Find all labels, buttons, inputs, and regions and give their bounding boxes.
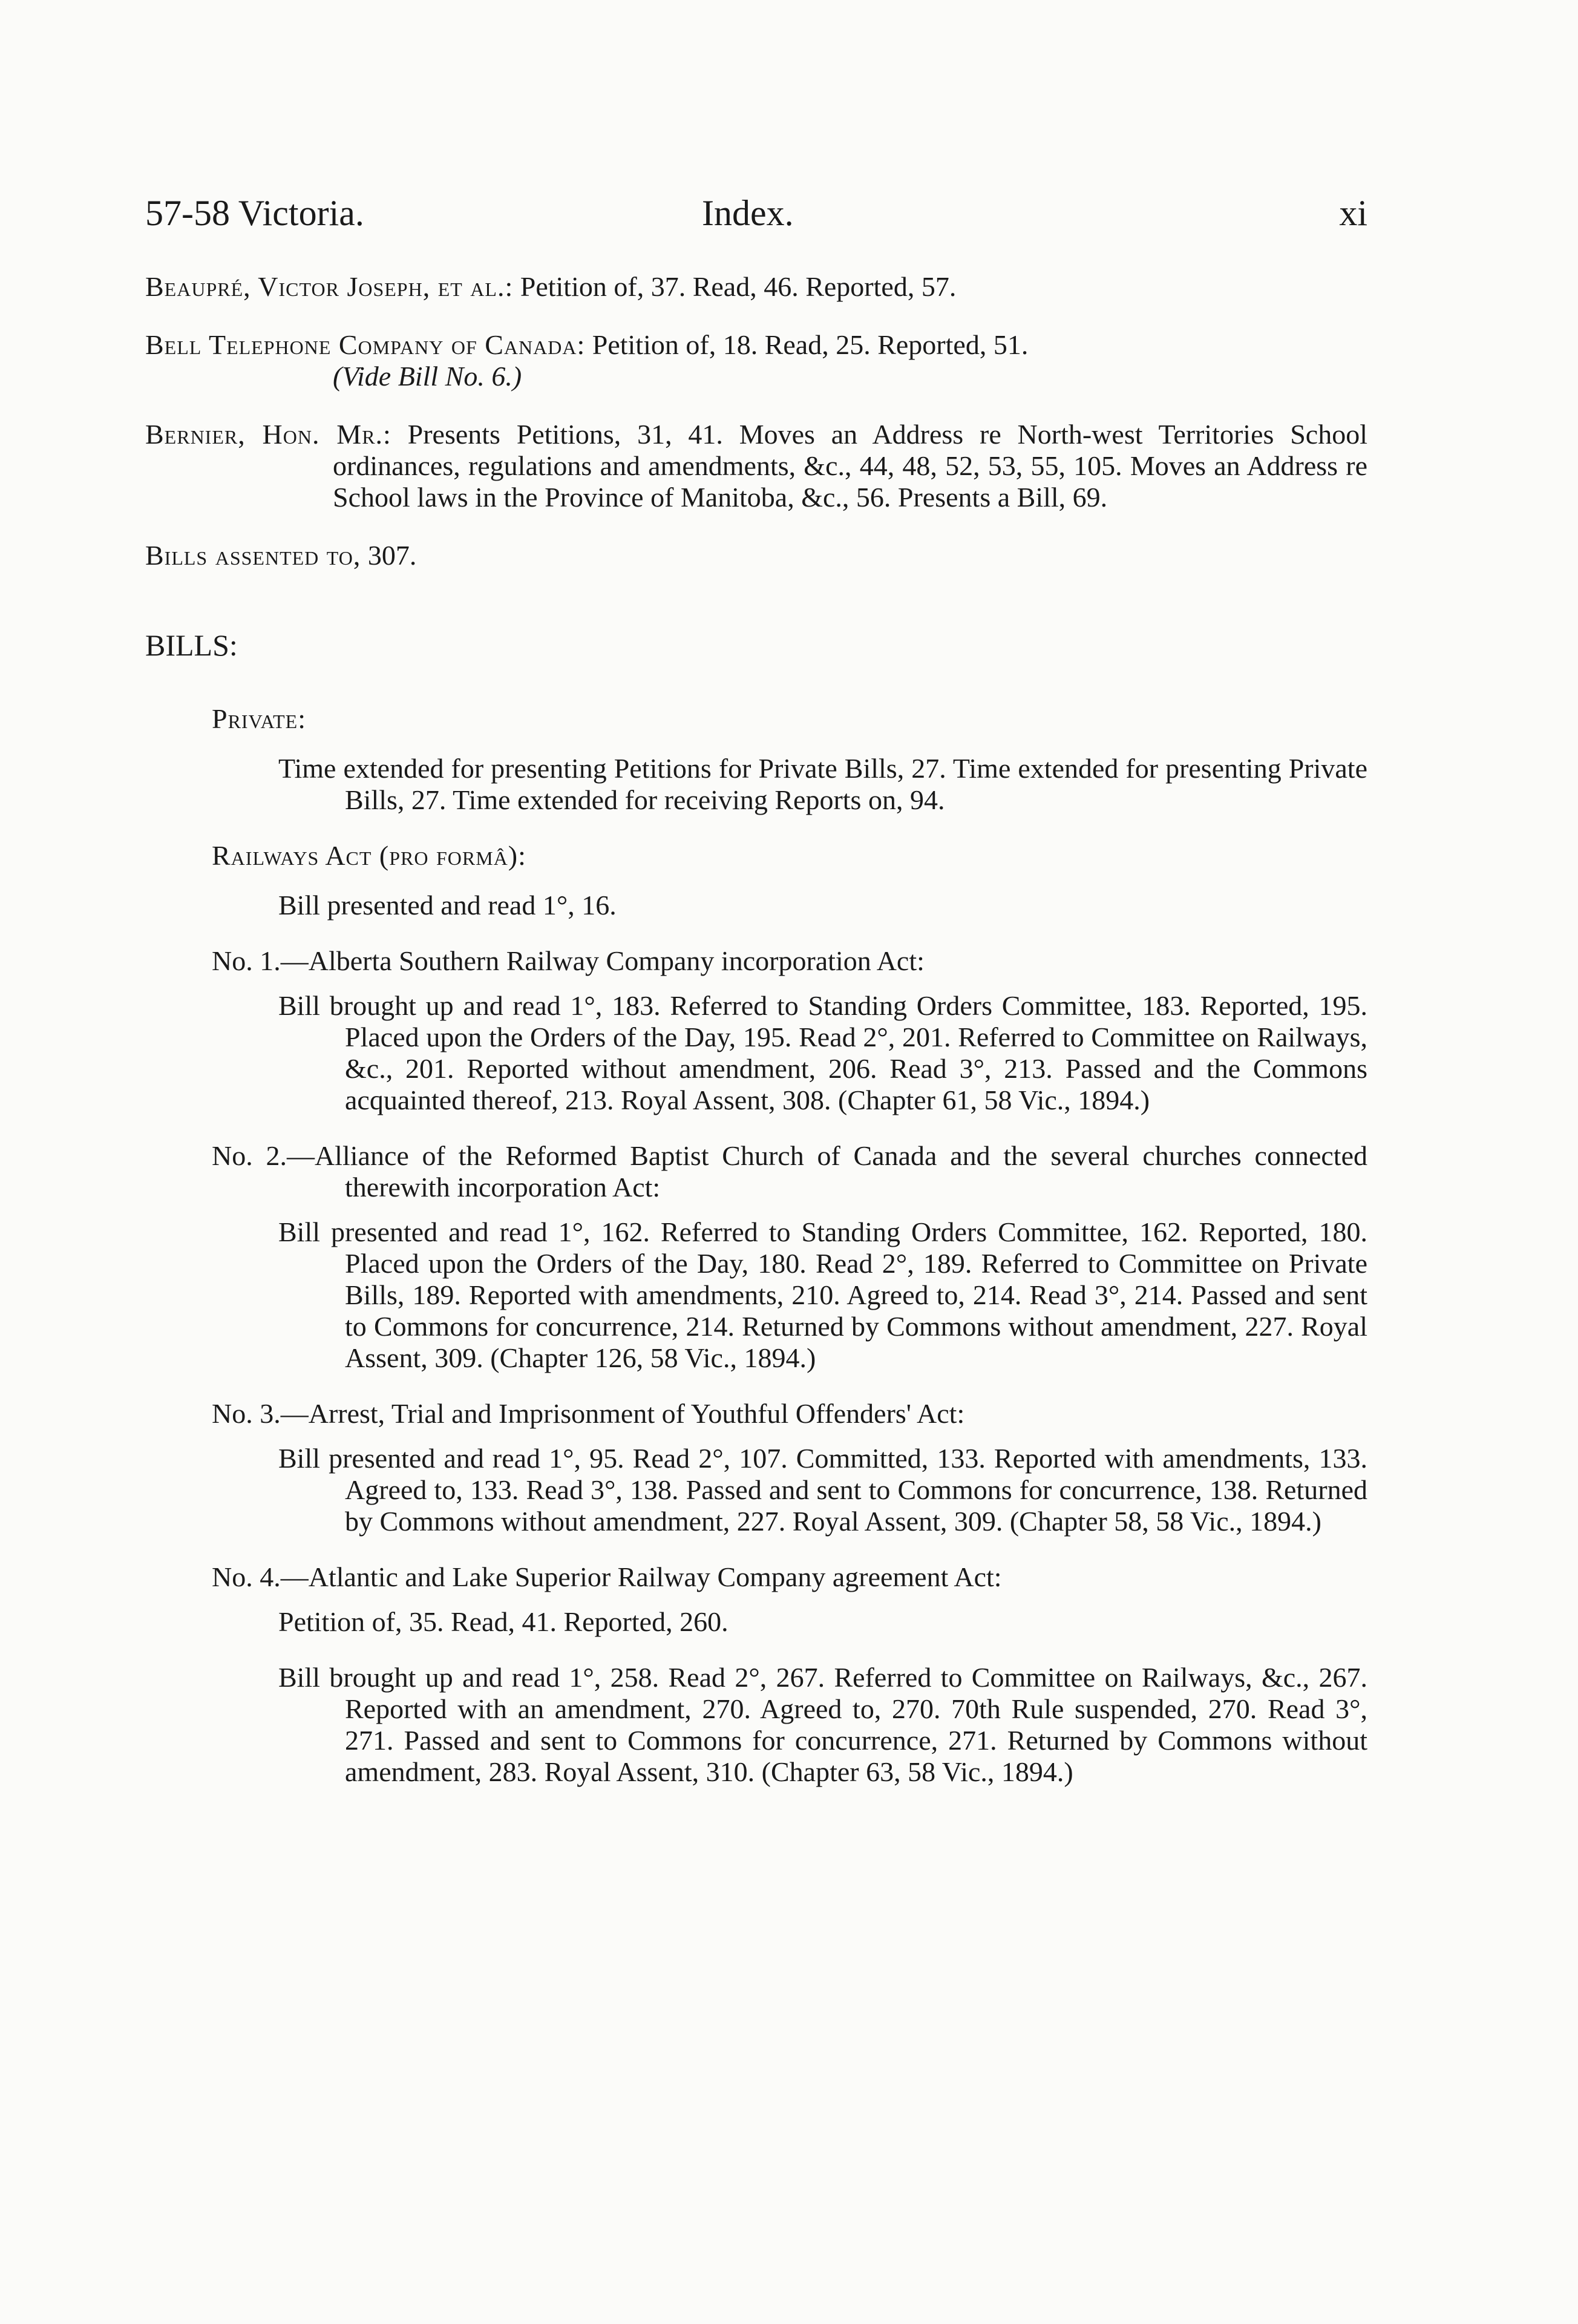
entry-name: Bernier, Hon. Mr.: xyxy=(145,419,391,450)
index-entry xyxy=(145,419,1367,513)
page-number: xi xyxy=(1339,193,1367,233)
bill-title: No. 3.—Arrest, Trial and Imprisonment of Youthful Offenders' Act: xyxy=(212,1398,965,1429)
railways-heading: Railways Act (pro formâ): xyxy=(212,840,526,871)
private-heading: Private: xyxy=(212,703,307,734)
entry-text: Petition of, 18. Read, 25. Reported, 51. xyxy=(592,329,1029,360)
private-text: Time extended for presenting Petitions for Private Bills, 27. Time extended for presenting Private Bills, 27. Time extended for receiving Reports on, 94. xyxy=(278,753,1367,815)
index-entry xyxy=(145,540,1367,571)
entry-note: (Vide Bill No. 6.) xyxy=(333,361,522,392)
index-content xyxy=(145,271,1367,1812)
railways-text: Bill presented and read 1°, 16. xyxy=(278,890,617,921)
bill-text: Bill brought up and read 1°, 183. Referred to Standing Orders Committee, 183. Reported, 195. Placed upon the Orders of the Day, 195. Read 2°, 201. Referred to Committee on Railways, &c., 201. Reported without amendment, 206. Read 3°, 213. Passed and the Commons acquainted thereof, 213. Royal Assent, 308. (Chapter 61, 58 Vic., 1894.) xyxy=(278,990,1367,1115)
entry-text: Presents Petitions, 31, 41. Moves an Address re North-west Territories School ordinances, regulations and amendments, &c., 44, 48, 52, 53, 55, 105. Moves an Address re School laws in the Province of Manitoba, &c., 56. Presents a Bill, 69. xyxy=(333,419,1367,513)
bill-title: No. 1.—Alberta Southern Railway Company incorporation Act: xyxy=(212,945,925,976)
bill-text: Bill presented and read 1°, 162. Referred to Standing Orders Committee, 162. Reported, 180. Placed upon the Orders of the Day, 180. Read 2°, 189. Referred to Committee on Private Bills, 189. Reported with amendments, 210. Agreed to, 214. Read 3°, 214. Passed and sent to Commons for concurrence, 214. Returned by Commons without amendment, 227. Royal Assent, 309. (Chapter 126, 58 Vic., 1894.) xyxy=(278,1216,1367,1373)
header-center: Index. xyxy=(702,193,794,233)
index-entry xyxy=(145,271,1367,303)
bill-text: Bill presented and read 1°, 95. Read 2°, 107. Committed, 133. Reported with amendments, 133. Agreed to, 133. Read 3°, 138. Passed and sent to Commons for concurrence, 138. Returned by Commons without amendment, 227. Royal Assent, 309. (Chapter 58, 58 Vic., 1894.) xyxy=(278,1443,1367,1537)
bill-title: No. 2.—Alliance of the Reformed Baptist Church of Canada and the several churches connected therewith incorporation Act: xyxy=(212,1140,1367,1203)
entry-text: 307. xyxy=(367,540,417,571)
entry-name: Bills assented to, xyxy=(145,540,361,571)
bills-heading: BILLS: xyxy=(145,628,238,662)
bill-title: No. 4.—Atlantic and Lake Superior Railway Company agreement Act: xyxy=(212,1561,1002,1592)
entry-text: Petition of, 37. Read, 46. Reported, 57. xyxy=(520,271,957,302)
entry-name: Beaupré, Victor Joseph, et al.: xyxy=(145,271,514,302)
page-header xyxy=(145,192,1367,241)
header-left: 57-58 Victoria. xyxy=(145,193,364,233)
bill-text: Bill brought up and read 1°, 258. Read 2°, 267. Referred to Committee on Railways, &c., 267. Reported with an amendment, 270. Agreed to, 270. 70th Rule suspended, 270. Read 3°, 271. Passed and sent to Commons for concurrence, 271. Returned by Commons without amendment, 283. Royal Assent, 310. (Chapter 63, 58 Vic., 1894.) xyxy=(278,1662,1367,1787)
bill-text: Petition of, 35. Read, 41. Reported, 260. xyxy=(278,1606,728,1637)
index-entry xyxy=(145,329,1367,392)
entry-name: Bell Telephone Company of Canada: xyxy=(145,329,586,360)
